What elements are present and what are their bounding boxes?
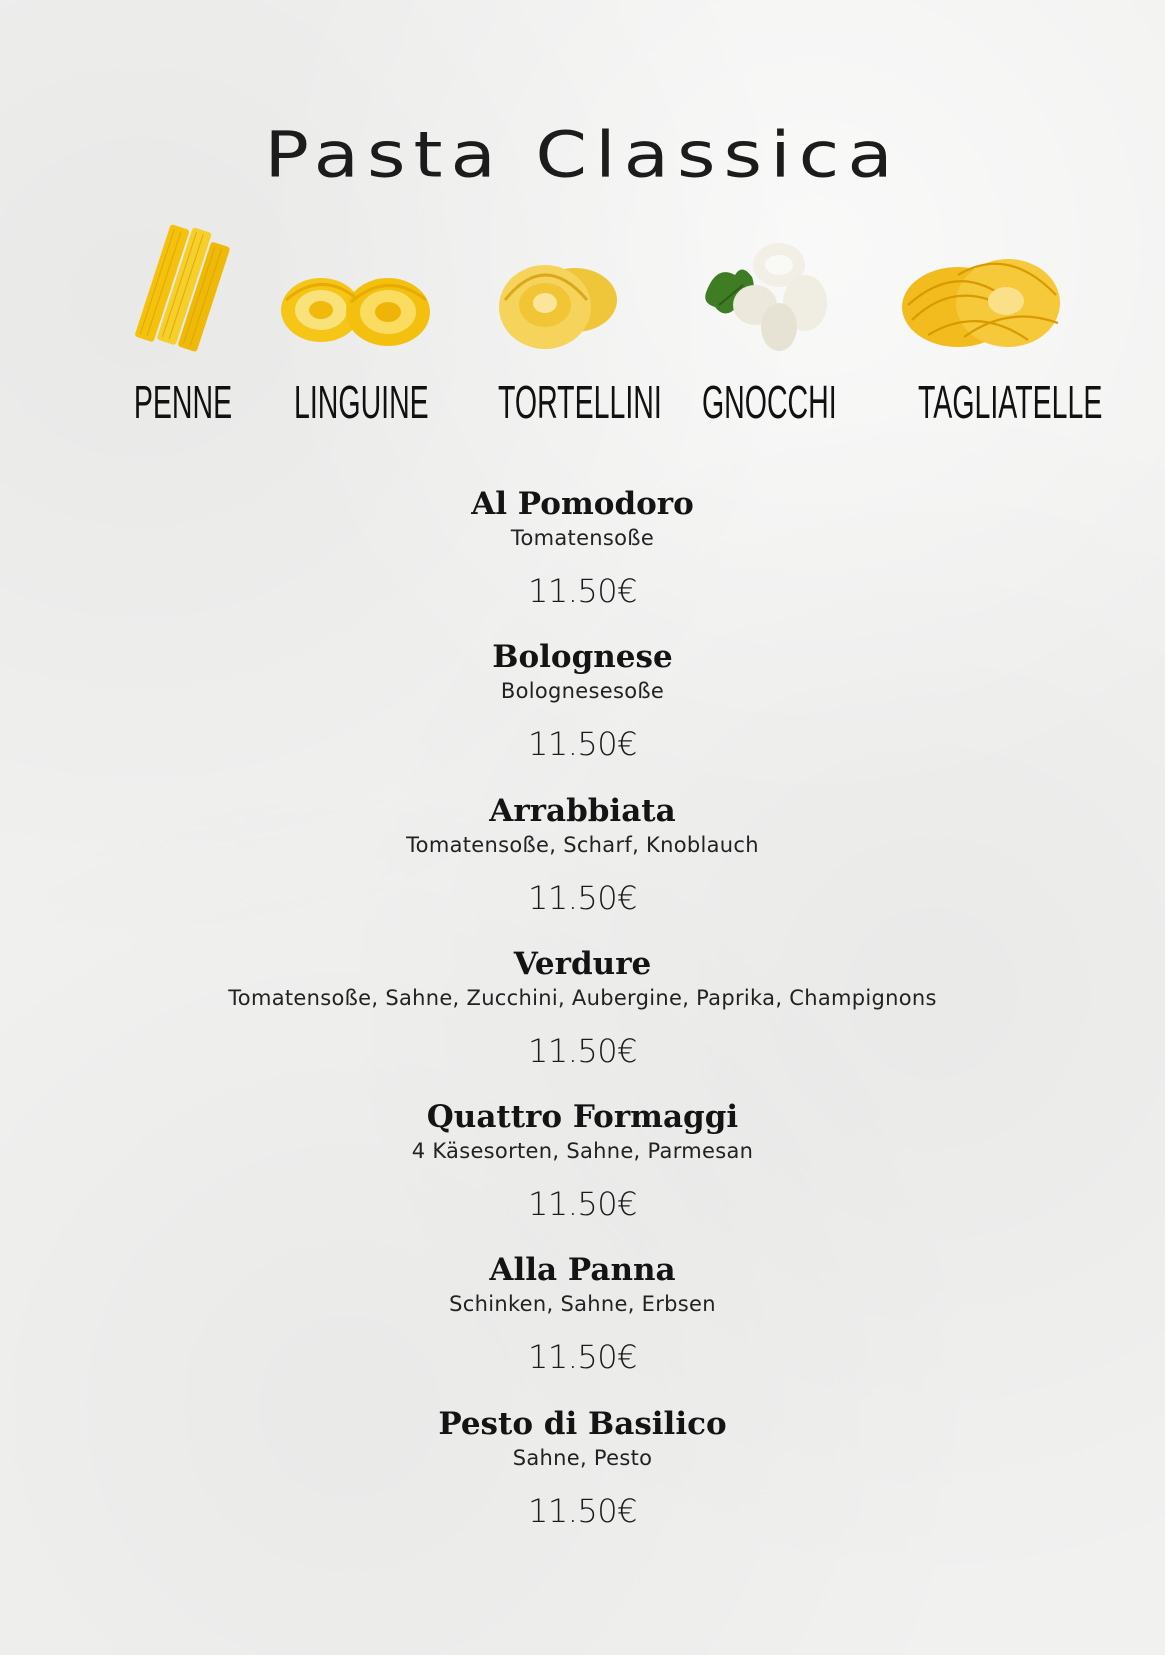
pasta-label: GNOCCHI [702,376,837,428]
gnocchi-icon [664,225,864,355]
dish-price: 11.50€ [528,878,637,917]
pasta-label: LINGUINE [294,376,429,428]
tagliatelle-icon [880,225,1080,355]
dish-price: 11.50€ [528,1338,637,1377]
dish-list [0,485,1165,1558]
linguine-icon [256,225,456,355]
pasta-label: TAGLIATELLE [918,376,1103,428]
dish-description: Bolognesesoße [500,679,665,704]
pasta-type-gnocchi [664,225,864,429]
page-title: Pasta Classica [264,118,901,192]
dish-item [0,945,1165,1098]
dish-price: 11.50€ [528,725,637,764]
dish-name: Alla Panna [489,1252,676,1289]
pasta-type-linguine [256,225,456,429]
dish-description: Schinken, Sahne, Erbsen [449,1292,716,1317]
dish-description: Tomatensoße, Sahne, Zucchini, Aubergine, Paprika, Champignons [228,985,937,1010]
dish-price: 11.50€ [528,572,637,610]
dish-name: Arrabbiata [489,792,676,829]
dish-description: Tomatensoße [510,526,655,550]
dish-description: Sahne, Pesto [512,1445,653,1470]
dish-price: 11.50€ [528,1491,637,1530]
dish-price: 11.50€ [528,1031,637,1070]
pasta-label: TORTELLINI [498,376,662,428]
dish-item [0,485,1165,638]
dish-name: Al Pomodoro [471,486,694,522]
dish-name: Bolognese [492,639,673,676]
penne-icon [83,225,283,355]
dish-description: Tomatensoße, Scharf, Knoblauch [406,832,759,857]
pasta-type-tortellini [460,225,660,429]
dish-name: Quattro Formaggi [426,1099,739,1136]
dish-item [0,1098,1165,1251]
pasta-label: PENNE [133,376,233,428]
dish-item [0,1405,1165,1558]
dish-item [0,1251,1165,1404]
pasta-type-penne [83,225,283,429]
dish-item [0,792,1165,945]
dish-price: 11.50€ [528,1185,637,1224]
dish-name: Pesto di Basilico [438,1405,727,1442]
dish-name: Verdure [513,945,652,982]
dish-item [0,638,1165,791]
tortellini-icon [460,225,660,355]
pasta-type-tagliatelle [880,225,1103,429]
dish-description: 4 Käsesorten, Sahne, Parmesan [411,1139,754,1164]
